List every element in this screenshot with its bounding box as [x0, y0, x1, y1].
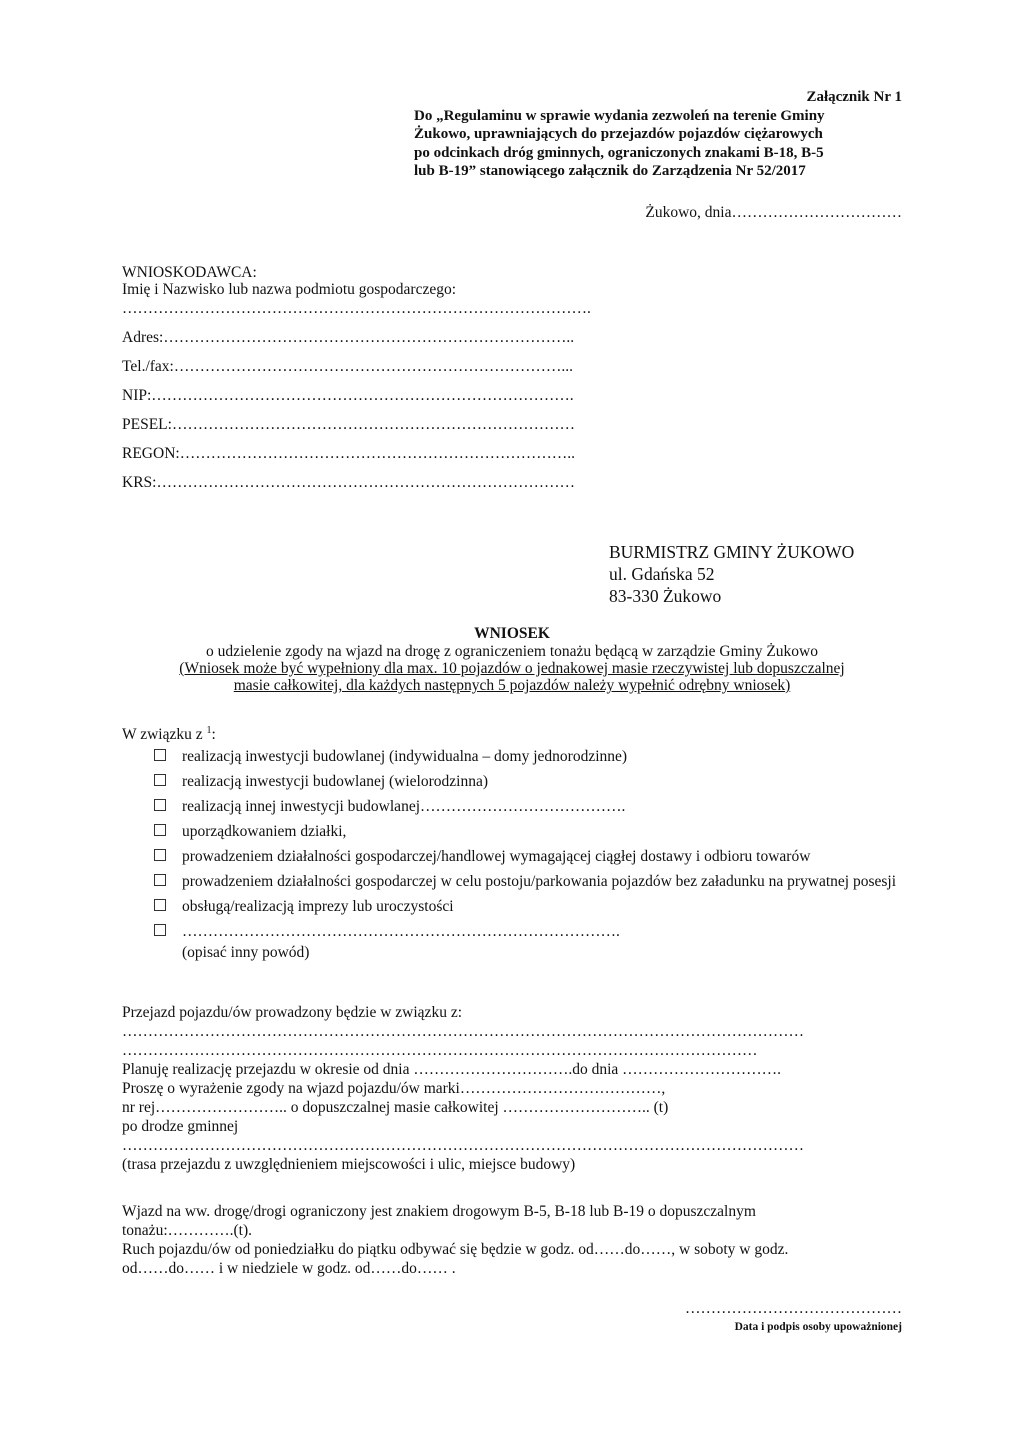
annex-line: Żukowo, uprawniających do przejazdów pojazdów ciężarowych [414, 126, 823, 143]
transit-purpose-field[interactable]: …………………………………………………………………………………………………………………… [122, 1023, 804, 1040]
restriction-section [122, 1202, 902, 1278]
reasons-lead [122, 726, 902, 743]
signature-block [685, 1300, 902, 1333]
reason-label: prowadzeniem działalności gospodarczej w celu postoju/parkowania pojazdów bez załadunku na prywatnej posesji [182, 873, 897, 890]
other-reason-hint: (opisać inny powód) [182, 944, 310, 961]
reason-checkbox[interactable] [154, 824, 166, 836]
recipient-line: ul. Gdańska 52 [609, 564, 715, 584]
road-label: po drodze gminnej [122, 1118, 239, 1135]
annex-reference [414, 107, 902, 181]
footnote-marker: 1 [206, 724, 212, 736]
reason-item-other [122, 923, 902, 961]
reason-checkbox[interactable] [154, 899, 166, 911]
reason-item [122, 823, 902, 840]
other-reason-field[interactable]: …………………………………………………………………………. [182, 923, 620, 940]
transit-period-field[interactable]: Planuję realizację przejazdu w okresie od dnia ………………………….do dnia …………………………. [122, 1061, 782, 1078]
request-title: WNIOSEK [474, 625, 550, 642]
reasons-lead-text: W związku z [122, 726, 207, 743]
regon-field[interactable]: REGON:………………………………………………………………….. [122, 445, 575, 462]
annex-line: lub B-19” stanowiącego załącznik do Zarządzenia Nr 52/2017 [414, 163, 806, 180]
reason-item [122, 798, 902, 815]
reason-item [122, 773, 902, 790]
tonnage-field[interactable]: tonażu:………….(t). [122, 1222, 253, 1239]
annex-line: Do „Regulaminu w sprawie wydania zezwoleń na terenie Gminy [414, 107, 825, 124]
reason-checkbox[interactable] [154, 924, 166, 936]
applicant-section [122, 264, 662, 503]
applicant-name-field[interactable]: ………………………………………………………………………………. [122, 300, 591, 317]
request-note: (Wniosek może być wypełniony dla max. 10 pojazdów o jednakowej masie rzeczywistej lub dopuszczalnej [179, 660, 845, 677]
reason-label: obsługą/realizacją imprezy lub uroczystości [182, 898, 454, 915]
reason-checkbox[interactable] [154, 799, 166, 811]
phone-fax-field[interactable]: Tel./fax:…………………………………………………………………... [122, 358, 573, 375]
recipient-address [609, 541, 854, 607]
reason-item [122, 873, 902, 890]
reason-label: realizacją inwestycji budowlanej (indywidualna – domy jednorodzinne) [182, 748, 628, 765]
restriction-line: Wjazd na ww. drogę/drogi ograniczony jest znakiem drogowym B-5, B-18 lub B-19 o dopuszczalnym [122, 1203, 756, 1220]
pesel-field[interactable]: PESEL:…………………………………………………………………… [122, 416, 575, 433]
signature-label: Data i podpis osoby upoważnionej [734, 1321, 902, 1333]
registration-mass-field[interactable]: nr rej…………………….. o dopuszczalnej masie całkowitej ……………………….. (t) [122, 1099, 669, 1116]
transit-purpose-field[interactable]: …………………………………………………………………………………………………………… [122, 1042, 758, 1059]
reason-label: prowadzeniem działalności gospodarczej/handlowej wymagającej ciągłej dostawy i odbioru towarów [182, 848, 811, 865]
request-subtitle: o udzielenie zgody na wjazd na drogę z ograniczeniem tonażu będącą w zarządzie Gminy Żukowo [206, 643, 818, 660]
transit-purpose-label: Przejazd pojazdu/ów prowadzony będzie w związku z: [122, 1004, 463, 1021]
address-field[interactable]: Adres:…………………………………………………………………….. [122, 329, 575, 346]
request-title-block [122, 625, 902, 694]
reason-item [122, 898, 902, 915]
schedule-line[interactable]: Ruch pojazdu/ów od poniedziałku do piątku odbywać się będzie w godz. od……do……, w soboty w godz. [122, 1241, 789, 1258]
signature-field[interactable]: …………………………………… [685, 1300, 902, 1317]
reason-checkbox[interactable] [154, 874, 166, 886]
place-date-field[interactable]: Żukowo, dnia…………………………… [645, 204, 902, 221]
nip-field[interactable]: NIP:………………………………………………………………………. [122, 387, 574, 404]
recipient-line: 83-330 Żukowo [609, 586, 722, 606]
annex-number: Załącznik Nr 1 [806, 89, 902, 105]
applicant-name-label: Imię i Nazwisko lub nazwa podmiotu gospodarczego: [122, 281, 457, 298]
transit-section [122, 1003, 902, 1174]
reason-checkbox[interactable] [154, 774, 166, 786]
recipient-line: BURMISTRZ GMINY ŻUKOWO [609, 542, 855, 562]
krs-field[interactable]: KRS:……………………………………………………………………… [122, 474, 575, 491]
reason-item [122, 848, 902, 865]
route-hint: (trasa przejazdu z uwzględnieniem miejscowości i ulic, miejsce budowy) [122, 1156, 576, 1173]
reasons-section [122, 726, 902, 969]
reason-label: realizacją inwestycji budowlanej (wielorodzinna) [182, 773, 488, 790]
reason-label: uporządkowaniem działki, [182, 823, 347, 840]
annex-header [414, 88, 902, 181]
annex-line: po odcinkach dróg gminnych, ograniczonych znakami B-18, B-5 [414, 144, 824, 161]
reason-label: realizacją innej inwestycji budowlanej…………………………………. [182, 798, 626, 815]
reason-checkbox[interactable] [154, 849, 166, 861]
vehicle-make-field[interactable]: Proszę o wyrażenie zgody na wjazd pojazdu/ów marki…………………………………, [122, 1080, 666, 1097]
request-note: masie całkowitej, dla każdych następnych 5 pojazdów należy wypełnić odrębny wniosek) [233, 677, 791, 694]
reason-item [122, 748, 902, 765]
reason-checkbox[interactable] [154, 749, 166, 761]
reasons-lead-colon: : [211, 726, 216, 743]
schedule-line[interactable]: od……do…… i w niedziele w godz. od……do…… . [122, 1260, 456, 1277]
applicant-heading: WNIOSKODAWCA: [122, 264, 257, 281]
route-field[interactable]: …………………………………………………………………………………………………………………… [122, 1137, 804, 1154]
